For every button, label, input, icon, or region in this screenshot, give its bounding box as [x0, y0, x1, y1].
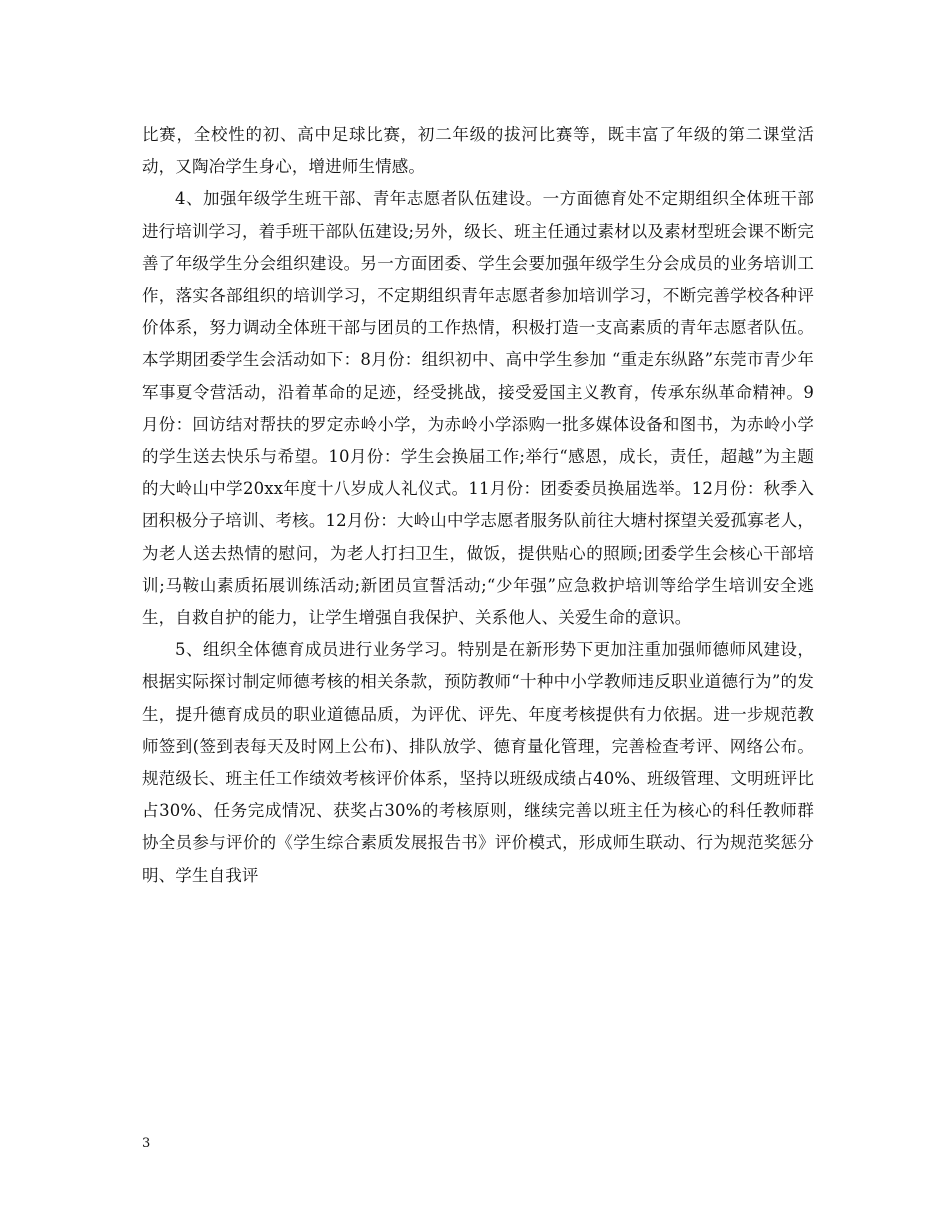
document-body — [142, 119, 814, 892]
paragraph-sports-activities: 比赛，全校性的初、高中足球比赛，初二年级的拔河比赛等，既丰富了年级的第二课堂活动，又陶冶学生身心，增进师生情感。 — [142, 125, 814, 177]
paragraph-student-cadres: 4、加强年级学生班干部、青年志愿者队伍建设。一方面德育处不定期组织全体班干部进行培训学习，着手班干部队伍建设;另外，级长、班主任通过素材以及素材型班会课不断完善了年级学生分会组织建设。另一方面团委、学生会要加强年级学生分会成员的业务培训工作，落实各部组织的培训学习，不定期组织青年志愿者参加培训学习，不断完善学校各种评价体系，努力调动全体班干部与团员的工作热情，积极打造一支高素质的青年志愿者队伍。本学期团委学生会活动如下：8月份：组织初中、高中学生参加 “重走东纵路”东莞市青少年军事夏令营活动，沿着革命的足迹，经受挑战，接受爱国主义教育，传承东纵革命精神。9月份：回访结对帮扶的罗定赤岭小学，为赤岭小学添购一批多媒体设备和图书，为赤岭小学的学生送去快乐与希望。10月份：学生会换届工作;举行“感恩，成长，责任，超越”为主题的大岭山中学20xx年度十八岁成人礼仪式。11月份：团委委员换届选举。12月份：秋季入团积极分子培训、考核。12月份：大岭山中学志愿者服务队前往大塘村探望关爱孤寡老人，为老人送去热情的慰问，为老人打扫卫生，做饭，提供贴心的照顾;团委学生会核心干部培训;马鞍山素质拓展训练活动;新团员宣誓活动;“少年强”应急救护培训等给学生培训安全逃生，自救自护的能力，让学生增强自我保护、关系他人、关爱生命的意识。 — [142, 189, 814, 628]
paragraph-moral-education-training: 5、组织全体德育成员进行业务学习。特别是在新形势下更加注重加强师德师风建设，根据实际探讨制定师德考核的相关条款，预防教师“十种中小学教师违反职业道德行为”的发生，提升德育成员的职业道德品质，为评优、评先、年度考核提供有力依据。进一步规范教师签到(签到表每天及时网上公布)、排队放学、德育量化管理，完善检查考评、网络公布。规范级长、班主任工作绩效考核评价体系，坚持以班级成绩占40%、班级管理、文明班评比占30%、任务完成情况、获奖占30%的考核原则，继续完善以班主任为核心的科任教师群协全员参与评价的《学生综合素质发展报告书》评价模式，形成师生联动、行为规范奖惩分明、学生自我评 — [142, 640, 814, 885]
page-number: 3 — [142, 1136, 151, 1151]
